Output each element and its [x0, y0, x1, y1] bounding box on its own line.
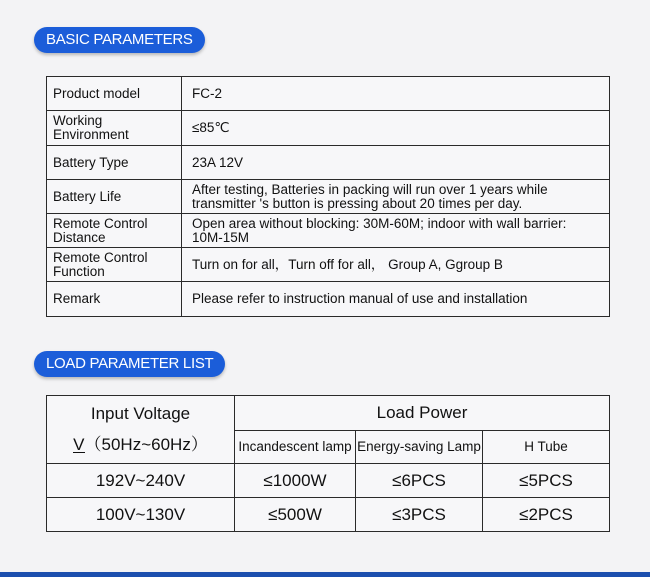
param-value: ≤85℃	[182, 111, 610, 146]
voltage-symbol: V	[73, 435, 85, 454]
param-value: Open area without blocking: 30M-60M; indoor with wall barrier: 10M-15M	[182, 214, 610, 248]
param-key: Product model	[47, 77, 182, 111]
table-row	[47, 248, 610, 282]
column-header-energy-saving: Energy-saving Lamp	[356, 431, 483, 464]
table-row	[47, 498, 610, 532]
table-row	[47, 282, 610, 317]
value-cell: ≤6PCS	[356, 464, 483, 498]
table-row	[47, 396, 610, 431]
param-key: Remote Control Function	[47, 248, 182, 282]
column-header-h-tube: H Tube	[483, 431, 610, 464]
param-value: Turn on for all，Turn off for all， Group A, Ggroup B	[182, 248, 610, 282]
table-row	[47, 464, 610, 498]
param-key: Remark	[47, 282, 182, 317]
voltage-cell: 100V~130V	[47, 498, 235, 532]
frequency-range: （50Hz~60Hz）	[84, 435, 208, 454]
table-row	[47, 146, 610, 180]
value-cell: ≤500W	[235, 498, 356, 532]
load-parameter-table	[46, 395, 610, 532]
param-value: Please refer to instruction manual of use and installation	[182, 282, 610, 317]
value-cell: ≤2PCS	[483, 498, 610, 532]
table-row	[47, 180, 610, 214]
input-voltage-header-cell	[47, 396, 235, 464]
load-parameter-list-title: LOAD PARAMETER LIST	[34, 351, 225, 377]
input-voltage-header: Input Voltage	[90, 404, 191, 423]
param-key: Working Environment	[47, 111, 182, 146]
column-header-incandescent: Incandescent lamp	[235, 431, 356, 464]
value-cell: ≤3PCS	[356, 498, 483, 532]
table-row	[47, 77, 610, 111]
table-row	[47, 214, 610, 248]
frequency-line	[47, 430, 234, 455]
voltage-cell: 192V~240V	[47, 464, 235, 498]
basic-parameters-title: BASIC PARAMETERS	[34, 27, 205, 53]
param-value: 23A 12V	[182, 146, 610, 180]
param-key: Battery Type	[47, 146, 182, 180]
value-cell: ≤1000W	[235, 464, 356, 498]
load-power-header: Load Power	[235, 396, 610, 431]
param-key: Remote Control Distance	[47, 214, 182, 248]
value-cell: ≤5PCS	[483, 464, 610, 498]
bottom-divider	[0, 572, 650, 577]
param-value: After testing, Batteries in packing will run over 1 years while transmitter 's button is pressing about 20 times per day.	[182, 180, 610, 214]
basic-parameters-table	[46, 76, 610, 317]
param-key: Battery Life	[47, 180, 182, 214]
param-value: FC-2	[182, 77, 610, 111]
table-row	[47, 111, 610, 146]
